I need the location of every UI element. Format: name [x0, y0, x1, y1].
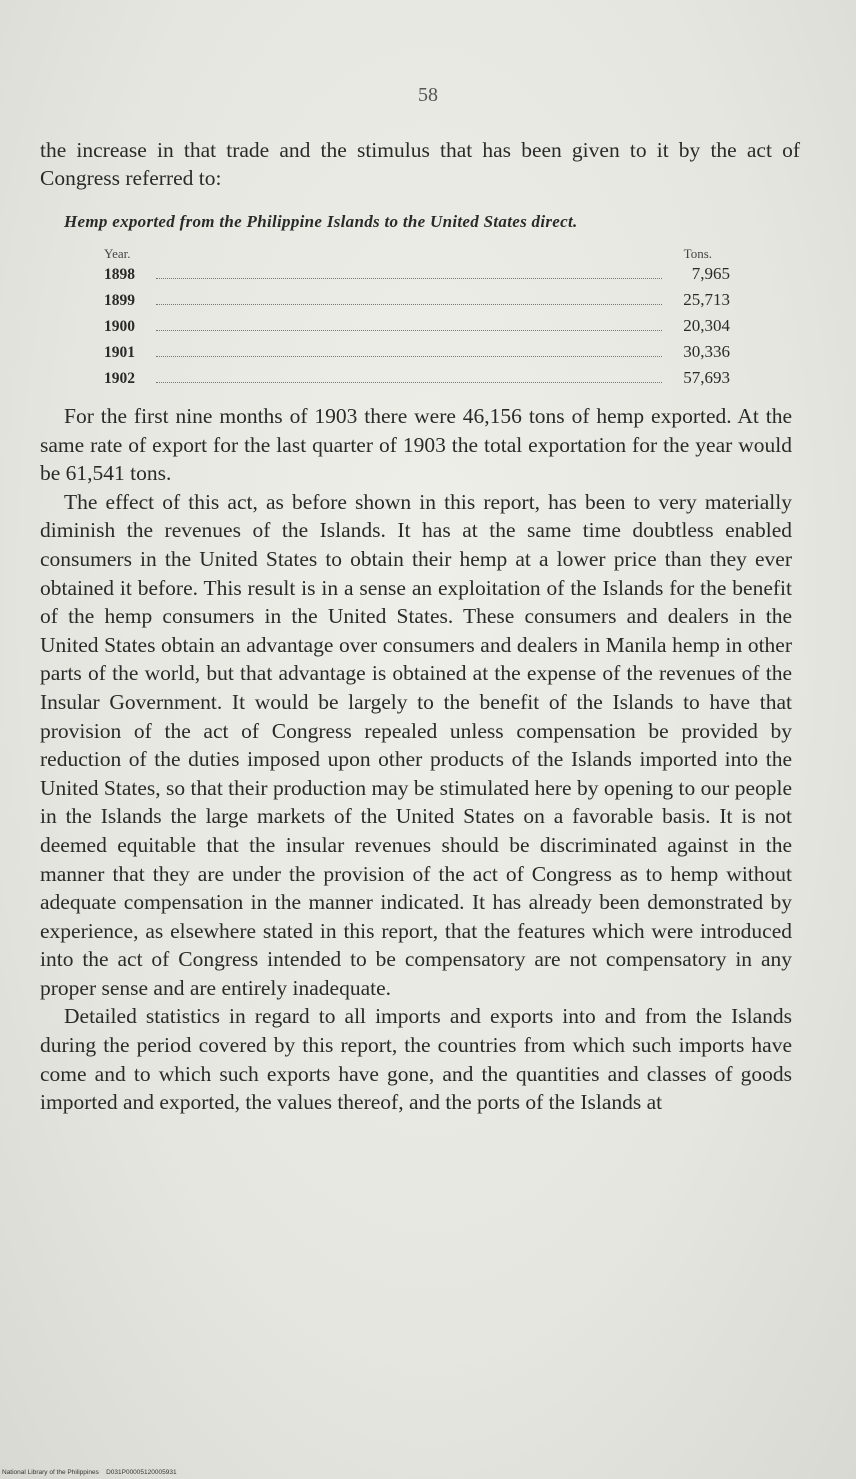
tons-cell: 57,693 — [683, 368, 730, 387]
year-cell: 1900 — [104, 318, 135, 335]
tons-column-header: Tons. — [683, 246, 712, 261]
year-column-header: Year. — [104, 246, 131, 261]
dot-leader — [156, 303, 662, 305]
intro-paragraph: the increase in that trade and the stimulus that has been given to it by the act of Congress referred to: — [40, 138, 800, 190]
scan-footer — [2, 1469, 177, 1476]
dot-leader — [156, 381, 662, 383]
dot-leader — [156, 329, 662, 331]
year-cell: 1899 — [104, 292, 135, 309]
dot-leader — [156, 277, 662, 279]
table-row — [104, 342, 730, 368]
table-row — [104, 290, 730, 316]
table-row — [104, 368, 730, 394]
library-credit: National Library of the Philippines — [2, 1469, 99, 1476]
table-caption: Hemp exported from the Philippine Islands to the United States direct. — [64, 212, 578, 231]
hemp-export-table — [104, 246, 730, 394]
table-header — [104, 246, 730, 264]
tons-cell: 25,713 — [683, 290, 730, 309]
year-cell: 1902 — [104, 370, 135, 387]
paragraph-hemp-1903: For the first nine months of 1903 there were 46,156 tons of hemp exported. At the same rate of export for the last quarter of 1903 the total exportation for the year would be 61,541 tons. — [40, 404, 792, 486]
dot-leader — [156, 355, 662, 357]
page-number: 58 — [418, 84, 438, 106]
tons-cell: 30,336 — [683, 342, 730, 361]
tons-cell: 20,304 — [683, 316, 730, 335]
year-cell: 1901 — [104, 344, 135, 361]
tons-cell: 7,965 — [691, 264, 730, 283]
year-cell: 1898 — [104, 266, 135, 283]
table-row — [104, 316, 730, 342]
paragraph-detailed-statistics: Detailed statistics in regard to all imports and exports into and from the Islands during the period covered by this report, the countries from which such imports have come and to which such exports have gone, and the quantities and classes of goods imported and exported, the values thereof, and the ports of the Islands at — [40, 1004, 792, 1115]
paragraph-effect-of-act: The effect of this act, as before shown in this report, has been to very materially diminish the revenues of the Islands. It has at the same time doubtless enabled consumers in the United States to obtain their hemp at a lower price than they ever obtained it before. This result is in a sense an exploitation of the Islands for the benefit of the hemp consumers in the United States. These consumers and dealers in the United States obtain an advantage over consumers and dealers in Manila hemp in other parts of the world, but that advantage is obtained at the expense of the revenues of the Insular Government. It would be largely to the benefit of the Islands to have that provision of the act of Congress repealed unless compensation be provided by reduction of the duties imposed upon other products of the Islands imported into the United States, so that their production may be stimulated here by opening to our people in the Islands the large markets of the United States on a favorable basis. It is not deemed equitable that the insular revenues should be discriminated against in the manner that they are under the provision of the act of Congress as to hemp without adequate compensation in the manner indicated. It has already been demonstrated by experience, as elsewhere stated in this report, that the features which were introduced into the act of Congress intended to be compensatory are not compensatory in any proper sense and are entirely inadequate. — [40, 489, 792, 1000]
table-row — [104, 264, 730, 290]
scan-code: D031P00005120005931 — [106, 1469, 177, 1476]
body-text — [40, 402, 792, 1117]
